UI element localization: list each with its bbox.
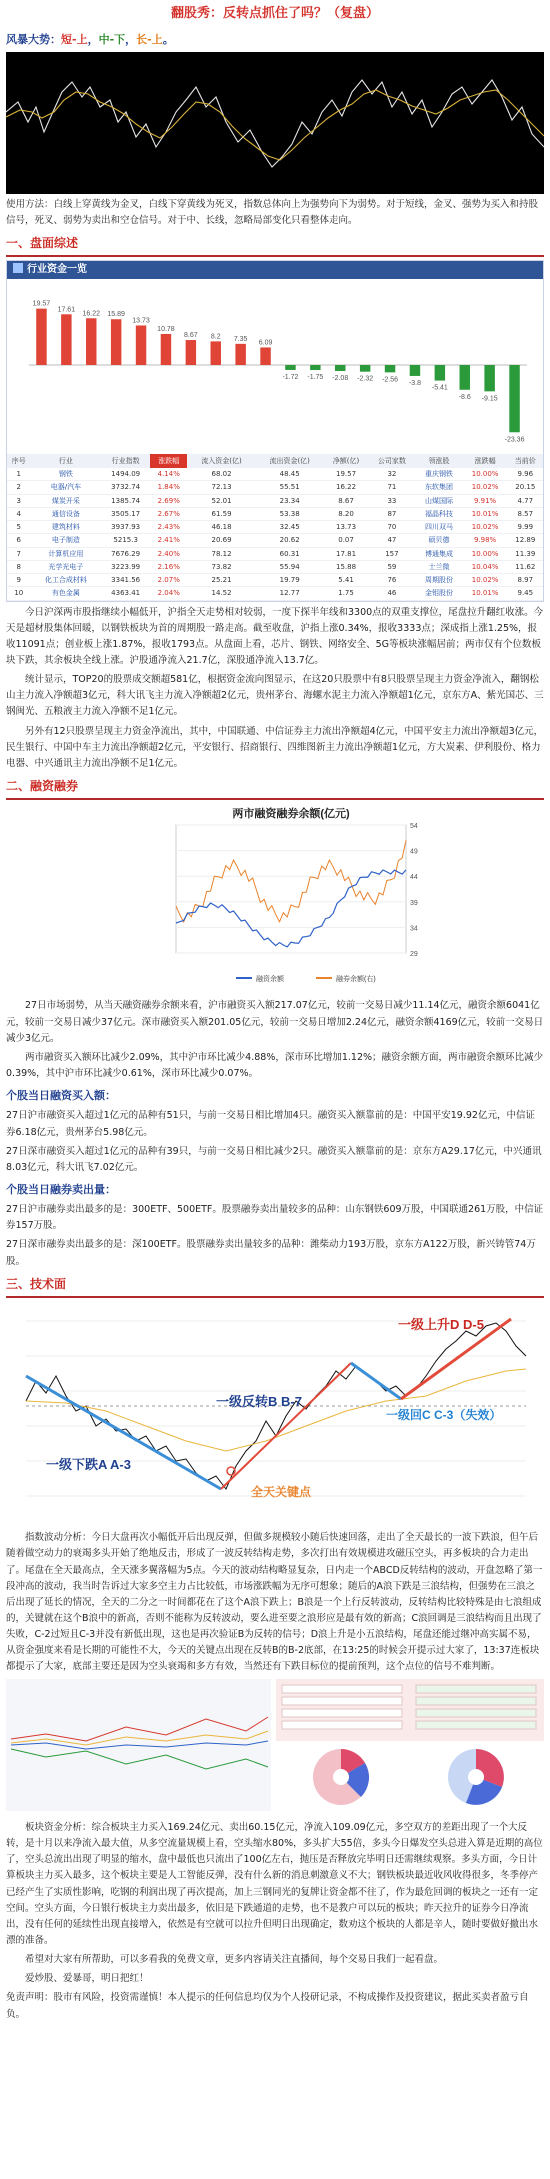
table-cell: 53.38 (256, 507, 324, 520)
yellow-line (6, 90, 544, 160)
table-cell: 周期股份 (415, 574, 462, 587)
trend-kline-chart (6, 52, 544, 194)
table-cell: 76 (368, 574, 415, 587)
plot-area (176, 825, 406, 953)
bar (61, 315, 71, 366)
table-cell: 4363.41 (101, 587, 150, 600)
table-cell: 光学光电子 (31, 560, 102, 573)
bar (360, 365, 370, 372)
table-cell: 47 (368, 534, 415, 547)
table-cell: 金钼股份 (415, 587, 462, 600)
bar-value-label: 8.67 (184, 332, 198, 340)
bar-value-label: -1.75 (307, 374, 324, 382)
bar-value-label: -2.32 (357, 375, 374, 383)
table-cell: 12.89 (508, 534, 543, 547)
table-cell: 2 (7, 481, 31, 494)
table-cell: 48.45 (256, 468, 324, 481)
table-cell: 10.00% (463, 547, 508, 560)
table-cell: 煤炭开采 (31, 494, 102, 507)
table-cell: 博通集成 (415, 547, 462, 560)
usage-text: 使用方法：白线上穿黄线为金叉，白线下穿黄线为死叉，指数总体向上为强势向下为弱势。对于短线，金叉、强势为买入和持股信号，死叉、弱势为卖出和空仓信号。对于中、长线，忽略局部变化只看整体走向。 (6, 199, 539, 227)
bar (211, 342, 221, 366)
table-cell: 4.77 (508, 494, 543, 507)
table-row[interactable] (7, 521, 543, 534)
table-cell: 8.20 (324, 507, 369, 520)
table-cell: 6 (7, 534, 31, 547)
table-cell: 9.99 (508, 521, 543, 534)
y-right-tick: 54 (410, 822, 418, 830)
bar-value-label: 10.78 (157, 326, 175, 334)
column-header[interactable]: 行业指数 (101, 454, 150, 468)
table-cell: 2.07% (150, 574, 187, 587)
table-cell: 71 (368, 481, 415, 494)
table-cell: 9.45 (508, 587, 543, 600)
flow-para: 板块资金分析：综合板块主力买入169.24亿元、卖出60.15亿元，净流入109.09亿元，多空双方的差距出现了一个大反转，是十月以来净流入最大值，从多空流量规模上看，空头缩水80%，多头扩大55倍，多头今日爆发空头总进入算是近期的高位了，空头总流出出现了明显的缩水，盘中最低也只流出了100亿左右，抛压是否释放完毕明日还需继续观察。多头方面，今日计算板块主力买入最多，这个板块主要是人工智能反弹，没有什么新的消息刺激意义不大；钢铁板块最近收风收得很多，冬季停产已经产生了实质性影响，吃钢的利润出现了再次提高，加上三钢同光的复牌让资金都不往了，作为最危回调的板块之一还有一定空间。空头方面，今日银行板块主力卖出最多，依旧是下跌通道的走势，也不是教户可以玩的板块；昨天拉升的证券今日净流出，没有任何的延续性出现直接增入，依然是有空就可以拉升但明日出现确定，数劝这个板块的人都是辛人，随时要做好撤出水漂的准备。 (6, 1822, 543, 1947)
table-cell: 10.00% (463, 468, 508, 481)
table-cell: 2.69% (150, 494, 187, 507)
table-cell: 11.62 (508, 560, 543, 573)
section-technical: 三、技术面 (6, 1274, 544, 1298)
section-margin: 二、融资融券 (6, 776, 544, 800)
industry-fund-panel (6, 260, 544, 601)
intraday-wave-chart (6, 1301, 544, 1521)
table-cell: 建筑材料 (31, 521, 102, 534)
sell-para-sz: 27日深市融券卖出最多的是：深100ETF。股票融券卖出量较多的品种：潍柴动力193万股，京东方A122万股，新兴铸管74万股。 (6, 1239, 536, 1267)
column-header[interactable]: 公司家数 (368, 454, 415, 468)
section-market-overview: 一、盘面综述 (6, 233, 544, 257)
table-cell: 8 (7, 560, 31, 573)
table-cell: 157 (368, 547, 415, 560)
table-cell: 70 (368, 521, 415, 534)
bar-value-label: 16.22 (82, 310, 101, 318)
table-cell: 52.01 (187, 494, 255, 507)
market-trend-line: 风暴大势：短-上，中-下，长-上。 (6, 32, 174, 46)
table-cell: 2.16% (150, 560, 187, 573)
bar (161, 334, 171, 365)
bar-value-label: -23.36 (504, 436, 525, 444)
table-cell: 3937.93 (101, 521, 150, 534)
table-cell: 通信设备 (31, 507, 102, 520)
table-cell: 32 (368, 468, 415, 481)
table-cell: 46.18 (187, 521, 255, 534)
table-cell: 87 (368, 507, 415, 520)
table-cell: 9.98% (463, 534, 508, 547)
table-cell: 60.31 (256, 547, 324, 560)
y-right-tick: 34 (410, 925, 418, 933)
label-wave-c: 一级回C C-3（失效） (386, 1407, 502, 1422)
table-cell: 14.52 (187, 587, 255, 600)
y-right-tick: 44 (410, 874, 418, 882)
table-cell: 7676.29 (101, 547, 150, 560)
table-cell: 5215.3 (101, 534, 150, 547)
trend-label: 风暴大势： (6, 32, 61, 46)
white-line (6, 80, 544, 167)
table-cell: 四川双马 (415, 521, 462, 534)
table-cell: 17.81 (324, 547, 369, 560)
bar-value-label: 19.57 (32, 300, 51, 308)
industry-table (7, 454, 543, 601)
trend-mid: 中-下 (98, 32, 126, 46)
bar (460, 365, 470, 390)
y-right-tick: 39 (410, 899, 418, 907)
table-row[interactable] (7, 481, 543, 494)
table-cell: 电器/汽车 (31, 481, 102, 494)
bar (484, 365, 494, 391)
label-key-point: 全天关键点 (251, 1484, 312, 1499)
bar (111, 320, 121, 366)
table-cell: 1385.74 (101, 494, 150, 507)
table-cell: 2.41% (150, 534, 187, 547)
table-cell: 重庆钢铁 (415, 468, 462, 481)
table-cell: 山煤国际 (415, 494, 462, 507)
bar-value-label: -3.8 (408, 380, 421, 388)
table-cell: 电子制造 (31, 534, 102, 547)
legend-label: 融资余额 (256, 975, 284, 983)
table-cell: 化工合成材料 (31, 574, 102, 587)
bar (509, 365, 519, 432)
table-cell: 9.96 (508, 468, 543, 481)
buy-para-sz: 27日深市融资买入超过1亿元的品种有39只，与前一交易日相比减少2只。融资买入额靠前的是：京东方A29.17亿元，中兴通讯8.03亿元，科大讯飞7.02亿元。 (6, 1145, 542, 1173)
trend-long: 长-上 (136, 32, 163, 46)
table-row[interactable] (7, 468, 543, 481)
bar-value-label: 17.61 (57, 306, 76, 314)
y-right-tick: 49 (410, 848, 418, 856)
table-cell: 4 (7, 507, 31, 520)
margin-para-1: 27日市场弱势，从当天融资融券余额来看，沪市融资买入额217.07亿元，较前一交易日减少11.14亿元，融资余额6041亿元，较前一交易日减少37亿元。深市融资买入额201.05亿元，较前一交易日增加2.24亿元，融资余额4169亿元，较前一交易日减少3亿元。 (6, 1000, 544, 1044)
buy-para-sh: 27日沪市融资买入超过1亿元的品种有51只，与前一交易日相比增加4只。融资买入额靠前的是：中国平安19.92亿元，中信证券6.18亿元，贵州茅台5.98亿元。 (6, 1110, 535, 1138)
table-cell: 20.69 (187, 534, 255, 547)
table-row[interactable] (7, 534, 543, 547)
table-cell: 13.73 (324, 521, 369, 534)
table-cell: 3223.99 (101, 560, 150, 573)
table-cell: 3 (7, 494, 31, 507)
trend-short: 短-上 (61, 32, 88, 46)
bar (435, 365, 445, 381)
overview-para-1: 今日沪深两市股指继续小幅低开，沪指全天走势相对较弱，一度下探半年线和3300点的双重支撑位，尾盘拉升翻红收涨。今天是超材股集体回暖，以钢铁板块为首的周期股一路走高。截至收盘，沪指上涨0.34%，报收3333点；深成指上涨1.25%，报收11091点；创业板上涨1.87%，报收1793点。从盘面上看，芯片、钢铁、网络安全、5G等板块涨幅居前；两市仅有个位数板块下跌，其余板块全线上涨。沪股通净流入21.7亿，深股通净流入13.7亿。 (6, 606, 544, 666)
table-cell: 9.91% (463, 494, 508, 507)
table-cell: 55.94 (256, 560, 324, 573)
overview-para-2: 统计显示，TOP20的股票成交额超581亿，根据资金流向图显示，在这20只股票中有8只股票呈现主力资金净流入，翻钢松山主力流入净额超3亿元，科大讯飞主力流入净额超2亿元，贵州茅台、海螺水泥主力流入净额超1亿元，京东方A、紫光国芯、三钢闽光、五粮液主力流入净额不足1亿元。 (6, 674, 544, 718)
table-cell: 3732.74 (101, 481, 150, 494)
column-header[interactable]: 领涨股 (415, 454, 462, 468)
table-cell: 15.88 (324, 560, 369, 573)
bar (310, 365, 320, 370)
bar-value-label: 7.35 (233, 336, 248, 344)
table-cell: 计算机应用 (31, 547, 102, 560)
table-cell: 3505.17 (101, 507, 150, 520)
table-cell: 10.02% (463, 574, 508, 587)
table-cell: 0.07 (324, 534, 369, 547)
table-row[interactable] (7, 587, 543, 600)
sell-section-title: 个股当日融券卖出量： (6, 1182, 116, 1196)
table-cell: 55.51 (256, 481, 324, 494)
table-cell: 10 (7, 587, 31, 600)
table-row[interactable] (7, 507, 543, 520)
margin-para-2: 两市融资买入额环比减少2.09%，其中沪市环比减少4.88%，深市环比增加1.12%；融资余额方面，两市融资余额环比减少0.39%，其中沪市环比减少0.61%，深市环比减少0.07%。 (6, 1051, 544, 1079)
tech-para: 指数波动分析：今日大盘再次小幅低开后出现反弹，但做多规模较小随后快速回落，走出了全天最长的一波下跌浪，但午后随着做空动力的衰竭多头开始了绝地反击，形成了一波反转结构走势，多次打出有效规模进攻磁压空头，再多板块的合力走出了。尾盘在全天最高点，全天涨多翼落幅为5点。今天的波动结构略显复杂，日内走一个ABCD反转结构的波动，开盘忽略了第一段冲高的波动，我当时告诉过大家多空主力占比较低，市场涨跌幅为无序可想象；随后的A浪下跌是三浪结构，但强势在三浪之后出现了延长的情况，全天的二分之一时间都花在了这个A浪下跌上；B浪是一个上行反转波动，反转结构比较特殊是由七浪组成的，关键就在这个B浪中的新高，否则不能称为反转波动，要么进至要之浪形应是最有效的新高；C浪回调是三浪结构而且出现了失败，C-2过短且C-3并没有新低出现，这也是再次验证B为反转的信号；D浪上升是小五浪结构，尾盘还能过继冲高实属不易，从资金强度来看是长期的可能性不大，今天的关键点出现在反转B的B-2底部，在13:25的时候会开提示过大家了，13:37连板块都提示了大家，底部主要还是因为空头衰竭和多方有效，当然还有下跌目标位的提前预判，这个点位的信号不难判断。 (6, 1532, 543, 1673)
legend-label: 融券余额(右) (336, 975, 376, 983)
table-cell: 19.57 (324, 468, 369, 481)
bar (186, 340, 196, 365)
table-cell: 10.02% (463, 521, 508, 534)
bar (410, 365, 420, 376)
sell-para-sh: 27日沪市融券卖出最多的是：300ETF、500ETF。股票融券卖出量较多的品种：山东钢铁609万股，中国联通261万股，中信证券157万股。 (6, 1204, 544, 1232)
table-cell: 东软集团 (415, 481, 462, 494)
table-cell: 1 (7, 468, 31, 481)
column-header[interactable]: 净额(亿) (324, 454, 369, 468)
bar-value-label: -9.15 (481, 395, 498, 403)
column-header[interactable]: 涨跌幅 (463, 454, 508, 468)
bar-value-label: 8.2 (210, 333, 221, 341)
table-row[interactable] (7, 494, 543, 507)
column-header[interactable]: 涨跌幅 (150, 454, 187, 468)
bar (36, 309, 46, 365)
table-cell: 2.43% (150, 521, 187, 534)
column-header[interactable]: 当前价 (508, 454, 543, 468)
table-cell: 1494.09 (101, 468, 150, 481)
bar (235, 344, 245, 365)
label-wave-d: 一级上升D D-5 (398, 1316, 484, 1332)
bar-value-label: -2.08 (332, 375, 349, 383)
closing-text: 希望对大家有所帮助，可以多看我的免费文章，更多内容请关注直播间，每个交易日我们一起看盘。 (25, 1954, 444, 1966)
industry-net-flow-chart (7, 279, 543, 447)
column-header[interactable]: 行业 (31, 454, 102, 468)
table-cell: 33 (368, 494, 415, 507)
table-row[interactable] (7, 560, 543, 573)
bar-value-label: 13.73 (132, 317, 150, 325)
margin-balance-chart (6, 803, 544, 989)
table-cell: 73.82 (187, 560, 255, 573)
bar (285, 365, 295, 370)
table-cell: 有色金属 (31, 587, 102, 600)
table-cell: 68.02 (187, 468, 255, 481)
bar-value-label: -8.6 (458, 394, 471, 402)
table-cell: 福晶科技 (415, 507, 462, 520)
table-cell: 23.34 (256, 494, 324, 507)
table-cell: 11.39 (508, 547, 543, 560)
table-cell: 1.75 (324, 587, 369, 600)
bar-value-label: 6.09 (258, 339, 273, 347)
bar-value-label: -2.56 (382, 376, 399, 384)
table-cell: 16.22 (324, 481, 369, 494)
bar-value-label: -1.72 (282, 374, 299, 382)
table-cell: 46 (368, 587, 415, 600)
bar (260, 348, 270, 366)
table-cell: 10.01% (463, 507, 508, 520)
table-cell: 61.59 (187, 507, 255, 520)
chart-title: 两市融资融券余额(亿元) (232, 807, 350, 820)
table-cell: 20.62 (256, 534, 324, 547)
grid-icon (13, 263, 23, 273)
table-cell: 32.45 (256, 521, 324, 534)
table-cell: 硕贝德 (415, 534, 462, 547)
table-cell: 4.14% (150, 468, 187, 481)
table-cell: 9 (7, 574, 31, 587)
bar (385, 365, 395, 372)
table-cell: 士兰微 (415, 560, 462, 573)
overview-para-3: 另外有12只股票呈现主力资金净流出，其中，中国联通、中信证券主力流出净额超4亿元，中国平安主力流出净额超3亿元，民生银行、中国中车主力流出净额超2亿元，平安银行、招商银行、四维图新主力流出净额超1亿元，方大炭素、伊利股份、格力电器、中兴通讯主力流出净额不足1亿元。 (6, 725, 544, 769)
table-cell: 8.67 (324, 494, 369, 507)
thanks-text: 爱炒股、爱暴哥，明日把红！ (25, 1973, 149, 1985)
sector-flow-dashboard (6, 1679, 544, 1811)
table-cell: 10.01% (463, 587, 508, 600)
table-cell: 5 (7, 521, 31, 534)
bar (86, 319, 96, 366)
y-right-tick: 29 (410, 950, 418, 958)
table-cell: 12.77 (256, 587, 324, 600)
table-cell: 2.67% (150, 507, 187, 520)
column-header[interactable]: 序号 (7, 454, 31, 468)
table-cell: 5.41 (324, 574, 369, 587)
table-cell: 19.79 (256, 574, 324, 587)
column-header[interactable]: 流出资金(亿) (256, 454, 324, 468)
table-cell: 25.21 (187, 574, 255, 587)
table-cell: 20.15 (508, 481, 543, 494)
table-cell: 78.12 (187, 547, 255, 560)
buy-section-title: 个股当日融资买入额： (6, 1089, 116, 1103)
table-cell: 8.57 (508, 507, 543, 520)
column-header[interactable]: 流入资金(亿) (187, 454, 255, 468)
bar (335, 365, 345, 371)
pie-left-chart (313, 1749, 369, 1805)
table-header-row (7, 454, 543, 468)
label-wave-a: 一级下跌A A-3 (46, 1456, 131, 1472)
table-row[interactable] (7, 574, 543, 587)
table-body (7, 468, 543, 600)
table-cell: 8.97 (508, 574, 543, 587)
table-row[interactable] (7, 547, 543, 560)
table-cell: 59 (368, 560, 415, 573)
table-cell: 2.40% (150, 547, 187, 560)
table-cell: 10.04% (463, 560, 508, 573)
bar (136, 326, 146, 366)
bar-value-label: 15.89 (107, 311, 125, 319)
label-wave-b: 一级反转B B-7 (216, 1393, 302, 1409)
bar-value-label: -5.41 (431, 384, 448, 392)
table-cell: 10.02% (463, 481, 508, 494)
table-cell: 72.13 (187, 481, 255, 494)
disclaimer-text: 免责声明：股市有风险，投资需谨慎！本人提示的任何信息均仅为个人投研记录，不构成操作及投资建议，据此买卖者盈亏自负。 (6, 1992, 529, 2020)
pie-right-chart (448, 1749, 504, 1805)
article-title: 翻股秀：反转点抓住了吗？（复盘） (170, 6, 379, 21)
table-cell: 2.04% (150, 587, 187, 600)
table-cell: 3341.56 (101, 574, 150, 587)
table-cell: 钢铁 (31, 468, 102, 481)
panel-header: 行业资金一览 (7, 261, 543, 279)
table-cell: 7 (7, 547, 31, 560)
table-cell: 1.84% (150, 481, 187, 494)
